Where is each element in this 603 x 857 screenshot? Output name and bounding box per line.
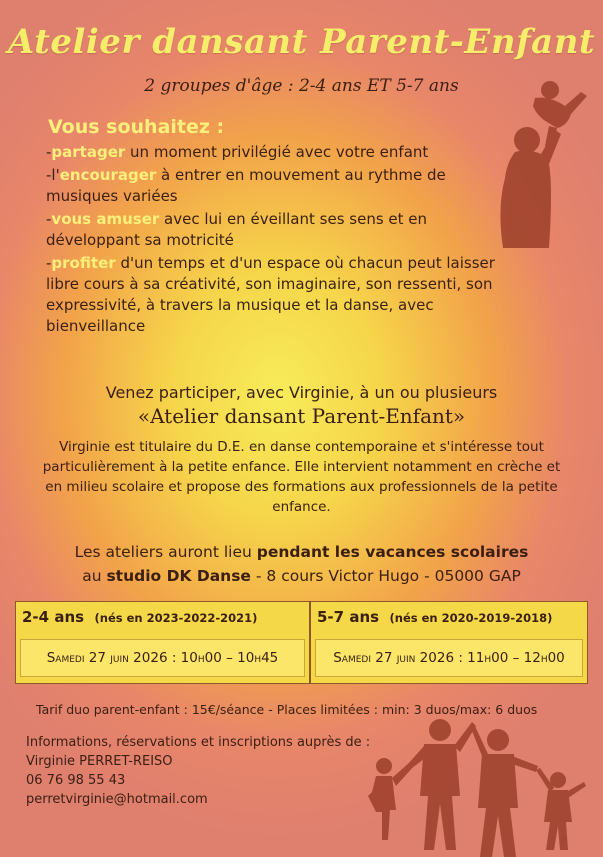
studio-name: studio DK Danse <box>106 567 251 585</box>
contact-block <box>26 733 370 809</box>
wish-text: un moment privilégié avec votre enfant <box>125 143 429 161</box>
dash: - <box>46 254 52 272</box>
session-day: Samedi <box>333 650 371 666</box>
session-date: 27 juin 2026 <box>84 650 168 666</box>
location-text: Les ateliers auront lieu <box>74 543 257 561</box>
contact-phone: 06 76 98 55 43 <box>26 773 126 788</box>
price-info: Tarif duo parent-enfant : 15€/séance - Places limitées : min: 3 duos/max: 6 duos <box>36 702 538 717</box>
atelier-name: «Atelier dansant Parent-Enfant» <box>137 404 466 428</box>
wish-keyword: partager <box>51 143 126 161</box>
group-birth-years: (nés en 2023-2022-2021) <box>94 611 258 625</box>
wish-text: à entrer en mouvement au rythme de musiques variées <box>46 166 446 205</box>
group-heading <box>317 608 552 626</box>
contact-name: Virginie PERRET-REISO <box>26 754 173 769</box>
contact-intro: Informations, réservations et inscriptions auprès de : <box>26 735 371 750</box>
wish-list <box>46 142 516 339</box>
group-age: 2-4 ans <box>22 608 85 626</box>
instructor-bio: Virginie est titulaire du D.E. en danse contemporaine et s'intéresse tout particulièrement à la petite enfance. Elle intervient notamment en crèche et en milieu scolaire et propose des formations aux professionnels de la petite enfance. <box>42 439 561 515</box>
location-emphasis: pendant les vacances scolaires <box>256 543 529 561</box>
dash: - <box>46 210 52 228</box>
wish-item <box>46 142 516 163</box>
age-groups-subtitle: 2 groupes d'âge : 2-4 ans ET 5-7 ans <box>144 76 459 96</box>
wish-text: avec lui en éveillant ses sens et en développant sa motricité <box>46 210 428 249</box>
contact-email[interactable]: perretvirginie@hotmail.com <box>26 792 208 807</box>
wish-item <box>46 165 516 207</box>
group-session-date <box>315 639 583 677</box>
wish-text: d'un temps et d'un espace où chacun peut laisser libre cours à sa créativité, son imaginaire, son ressenti, son expressivité, à travers la musique et la danse, avec bienveillance <box>46 254 495 335</box>
session-date: 27 juin 2026 <box>371 650 455 666</box>
group-birth-years: (nés en 2020-2019-2018) <box>389 611 553 625</box>
group-heading <box>22 608 257 626</box>
wish-keyword: vous amuser <box>51 210 160 228</box>
group-age: 5-7 ans <box>317 608 380 626</box>
session-time: : 10h00 – 10h45 <box>167 650 279 666</box>
invite-line: Venez participer, avec Virginie, à un ou plusieurs <box>105 383 498 402</box>
wish-keyword: encourager <box>59 166 157 184</box>
session-day: Samedi <box>46 650 85 666</box>
dash: - <box>46 143 52 161</box>
dancing-family-silhouette <box>362 700 603 857</box>
dash: -l' <box>46 166 60 184</box>
location-text: au <box>82 567 107 585</box>
location-line-1 <box>0 540 603 564</box>
group-session-date <box>20 639 305 677</box>
wish-heading: Vous souhaitez : <box>48 116 225 138</box>
wish-keyword: profiter <box>51 254 116 272</box>
wish-item <box>46 209 516 251</box>
poster-title: Atelier dansant Parent-Enfant <box>7 22 596 62</box>
group-box-2-4 <box>15 601 310 684</box>
studio-address: - 8 cours Victor Hugo - 05000 GAP <box>250 567 521 585</box>
group-box-5-7 <box>310 601 588 684</box>
location-info <box>0 540 603 588</box>
session-time: : 11h00 – 12h00 <box>454 650 565 666</box>
wish-item <box>46 253 516 337</box>
location-line-2 <box>0 564 603 588</box>
